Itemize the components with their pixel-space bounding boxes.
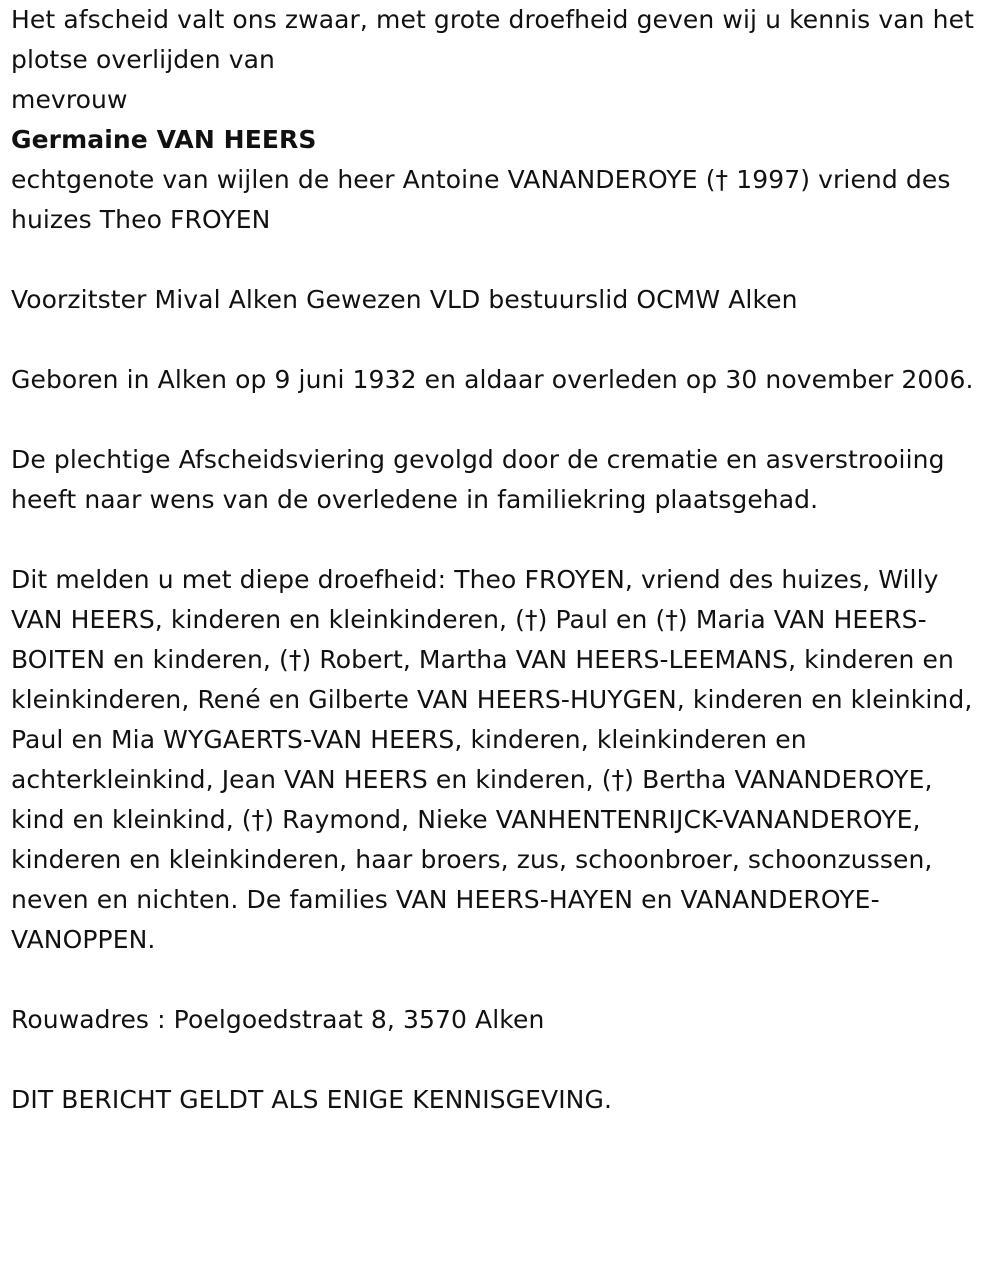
spouse-text: echtgenote van wijlen de heer Antoine VANANDEROYE († 1997) vriend des huizes Theo FROYEN bbox=[11, 165, 951, 234]
ceremony-text: De plechtige Afscheidsviering gevolgd door de crematie en asverstrooiing heeft naar wens van de overledene in familiekring plaatsgehad. bbox=[11, 445, 945, 514]
closing-text: DIT BERICHT GELDT ALS ENIGE KENNISGEVING. bbox=[11, 1085, 612, 1114]
death-notice bbox=[11, 0, 989, 1120]
intro-text: Het afscheid valt ons zwaar, met grote droefheid geven wij u kennis van het plotse overlijden van bbox=[11, 5, 974, 74]
honorific-title: mevrouw bbox=[11, 85, 128, 114]
deceased-name: Germaine VAN HEERS bbox=[11, 125, 317, 154]
mourning-address: Rouwadres : Poelgoedstraat 8, 3570 Alken bbox=[11, 1005, 545, 1034]
roles-text: Voorzitster Mival Alken Gewezen VLD bestuurslid OCMW Alken bbox=[11, 285, 798, 314]
birth-death-text: Geboren in Alken op 9 juni 1932 en aldaar overleden op 30 november 2006. bbox=[11, 365, 974, 394]
family-text: Dit melden u met diepe droefheid: Theo FROYEN, vriend des huizes, Willy VAN HEERS, kinderen en kleinkinderen, (†) Paul en (†) Maria VAN HEERS-BOITEN en kinderen, (†) Robert, Martha VAN HEERS-LEEMANS, kinderen en kleinkinderen, René en Gilberte VAN HEERS-HUYGEN, kinderen en kleinkind, Paul en Mia WYGAERTS-VAN HEERS, kinderen, kleinkinderen en achterkleinkind, Jean VAN HEERS en kinderen, (†) Bertha VANANDEROYE, kind en kleinkind, (†) Raymond, Nieke VANHENTENRIJCK-VANANDEROYE, kinderen en kleinkinderen, haar broers, zus, schoonbroer, schoonzussen, neven en nichten. De families VAN HEERS-HAYEN en VANANDEROYE-VANOPPEN. bbox=[11, 565, 973, 954]
